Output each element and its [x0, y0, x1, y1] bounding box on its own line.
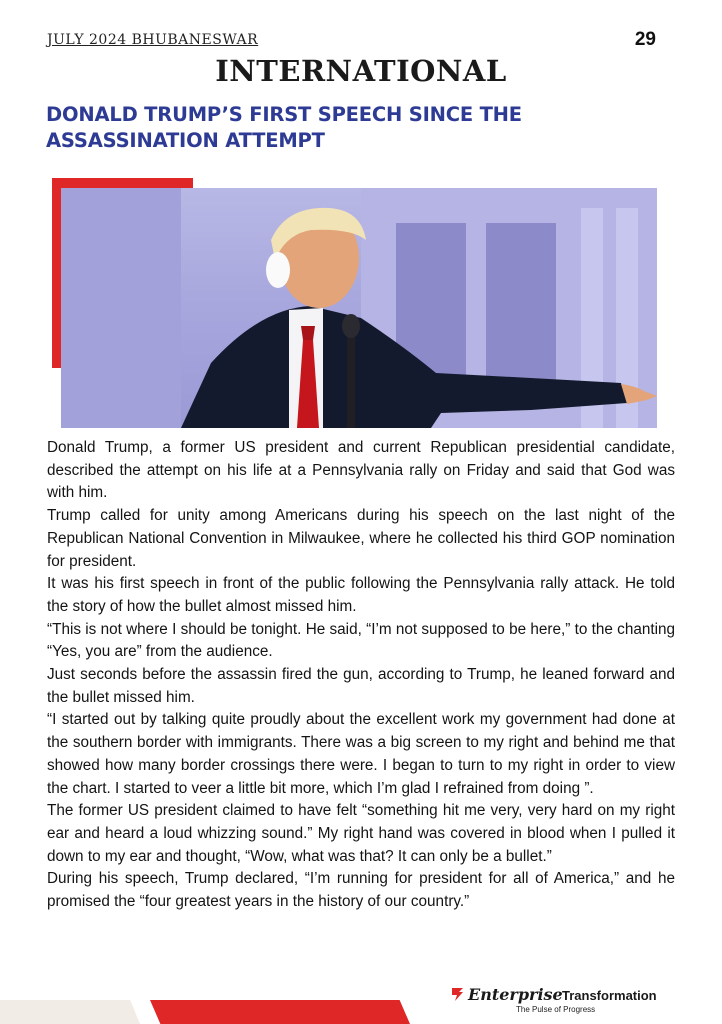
article-paragraph: Donald Trump, a former US president and current Republican presidential candidate, described the attempt on his life at a Pennsylvania rally on Friday and said that God was with him.	[47, 439, 675, 502]
brand-suffix: Transformation	[562, 988, 657, 1003]
article-paragraph: “This is not where I should be tonight. He said, “I’m not supposed to be here,” to the chanting “Yes, you are” from the audience.	[47, 620, 675, 661]
article-body	[47, 437, 675, 914]
footer-decor-left	[0, 1000, 140, 1024]
brand-logo	[450, 985, 690, 1021]
article-paragraph: It was his first speech in front of the public following the Pennsylvania rally attack. He told the story of how the bullet almost missed him.	[47, 575, 675, 615]
speaker-illustration	[61, 188, 657, 428]
brand-mark-icon	[450, 987, 465, 1002]
footer-decor-red	[150, 1000, 410, 1024]
page-number: 29	[634, 29, 656, 50]
section-title: INTERNATIONAL	[215, 54, 507, 88]
article-paragraph: During his speech, Trump declared, “I’m running for president for all of America,” and he promised the “four greatest years in the history of our country.”	[47, 870, 675, 911]
article-paragraph: Trump called for unity among Americans during his speech on the last night of the Republican National Convention in Milwaukee, where he collected his third GOP nomination for president.	[47, 507, 675, 570]
brand-name: Enterprise	[468, 985, 563, 1004]
article-photo	[61, 188, 657, 428]
issue-date-location: JULY 2024 BHUBANESWAR	[47, 32, 259, 48]
article-paragraph: Just seconds before the assassin fired the gun, according to Trump, he leaned forward and the bullet missed him.	[47, 666, 675, 706]
article-paragraph: “I started out by talking quite proudly about the excellent work my government had done at the southern border with immigrants. There was a big screen to my right and behind me that showed how many border crossings there were. I began to turn to my right in order to view the chart. I started to veer a little bit more, which I’m glad I refrained from doing ”.	[47, 711, 675, 797]
article-headline: DONALD TRUMP’S FIRST SPEECH SINCE THE ASSASSINATION ATTEMPT	[46, 103, 522, 152]
article-paragraph: The former US president claimed to have felt “something hit me very, very hard on my right ear and heard a loud whizzing sound.” My right hand was covered in blood when I pulled it down to my ear and thought, “Wow, what was that? It can only be a bullet.”	[47, 802, 675, 865]
brand-tagline: The Pulse of Progress	[516, 1005, 596, 1014]
